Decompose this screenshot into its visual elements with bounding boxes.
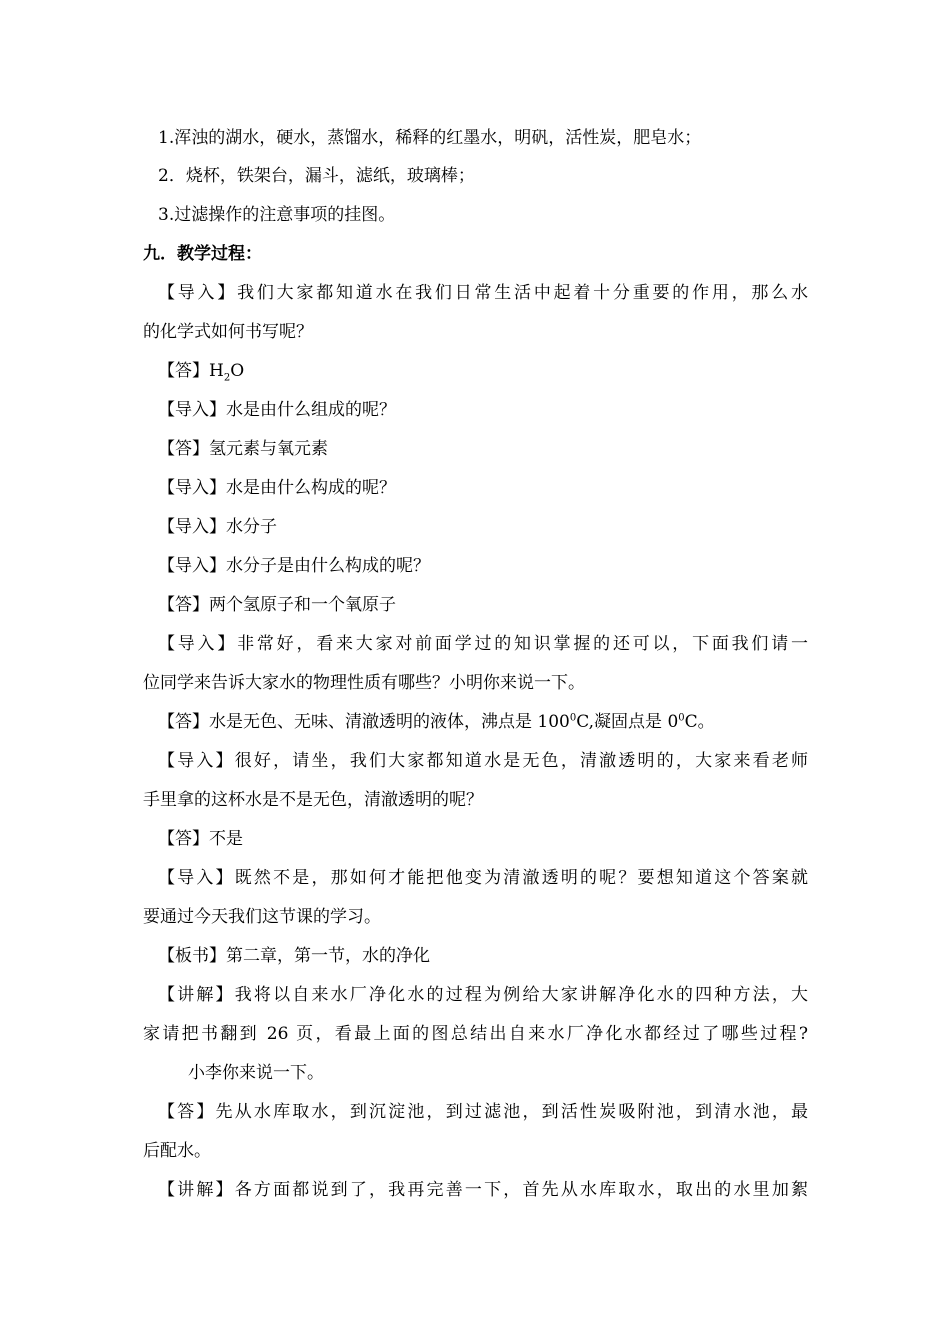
paragraph-clear-water-line-1: 【导入】很好，请坐，我们大家都知道水是无色，清澈透明的，大家来看老师 <box>158 751 808 771</box>
paragraph-clear-water-line-2: 手里拿的这杯水是不是无色，清澈透明的呢？ <box>143 790 483 810</box>
answer-properties-part-2: C,凝固点是 0 <box>576 712 679 732</box>
paragraph-intro-line-1: 【导入】我们大家都知道水在我们日常生活中起着十分重要的作用，那么水 <box>158 283 808 303</box>
answer-molecule: 【导入】水分子 <box>158 517 277 537</box>
paragraph-properties-line-2: 位同学来告诉大家水的物理性质有哪些？小明你来说一下。 <box>143 673 585 693</box>
answer-process-line-1: 【答】先从水库取水，到沉淀池，到过滤池，到活性炭吸附池，到清水池，最 <box>158 1102 808 1122</box>
paragraph-lesson-line-1: 【导入】既然不是，那如何才能把他变为清澈透明的呢？要想知道这个答案就 <box>158 868 808 888</box>
answer-properties <box>158 710 823 734</box>
degree-superscript-1: 0 <box>569 712 577 724</box>
question-molecule-structure: 【导入】水分子是由什么构成的呢？ <box>158 556 430 576</box>
paragraph-explain-line-3: 小李你来说一下。 <box>188 1063 324 1083</box>
paragraph-explain-line-2: 家请把书翻到 26 页，看最上面的图总结出自来水厂净化水都经过了哪些过程? <box>143 1024 808 1044</box>
material-item-3: 3.过滤操作的注意事项的挂图。 <box>158 205 396 225</box>
material-item-1: 1.浑浊的湖水，硬水，蒸馏水，稀释的红墨水，明矾，活性炭，肥皂水； <box>158 128 702 148</box>
answer-process-line-2: 后配水。 <box>143 1141 211 1161</box>
paragraph-explain-line-1: 【讲解】我将以自来水厂净化水的过程为例给大家讲解净化水的四种方法，大 <box>158 985 808 1005</box>
degree-superscript-2: 0 <box>678 712 685 724</box>
answer-h2o <box>158 359 823 383</box>
question-structure: 【导入】水是由什么构成的呢？ <box>158 478 396 498</box>
answer-composition: 【答】氢元素与氧元素 <box>158 439 328 459</box>
answer-atoms: 【答】两个氢原子和一个氧原子 <box>158 595 396 615</box>
answer-properties-part-3: C。 <box>684 712 715 732</box>
material-item-2: 2．烧杯，铁架台，漏斗，滤纸，玻璃棒； <box>158 166 475 186</box>
answer-h2o-subscript: 2 <box>223 372 231 384</box>
section-heading: 九．教学过程： <box>143 244 262 264</box>
question-composition: 【导入】水是由什么组成的呢？ <box>158 400 396 420</box>
paragraph-intro-line-2: 的化学式如何书写呢？ <box>143 322 313 342</box>
paragraph-explain-2-line-1: 【讲解】各方面都说到了，我再完善一下，首先从水库取水，取出的水里加絮 <box>158 1180 808 1200</box>
answer-h2o-suffix: O <box>230 361 245 381</box>
paragraph-properties-line-1: 【导入】非常好，看来大家对前面学过的知识掌握的还可以，下面我们请一 <box>158 634 808 654</box>
answer-properties-part-1: 【答】水是无色、无味、清澈透明的液体，沸点是 100 <box>158 712 570 732</box>
paragraph-lesson-line-2: 要通过今天我们这节课的学习。 <box>143 907 381 927</box>
answer-h2o-prefix: 【答】H <box>158 361 224 381</box>
board-writing: 【板书】第二章，第一节，水的净化 <box>158 946 430 966</box>
answer-no: 【答】不是 <box>158 829 243 849</box>
